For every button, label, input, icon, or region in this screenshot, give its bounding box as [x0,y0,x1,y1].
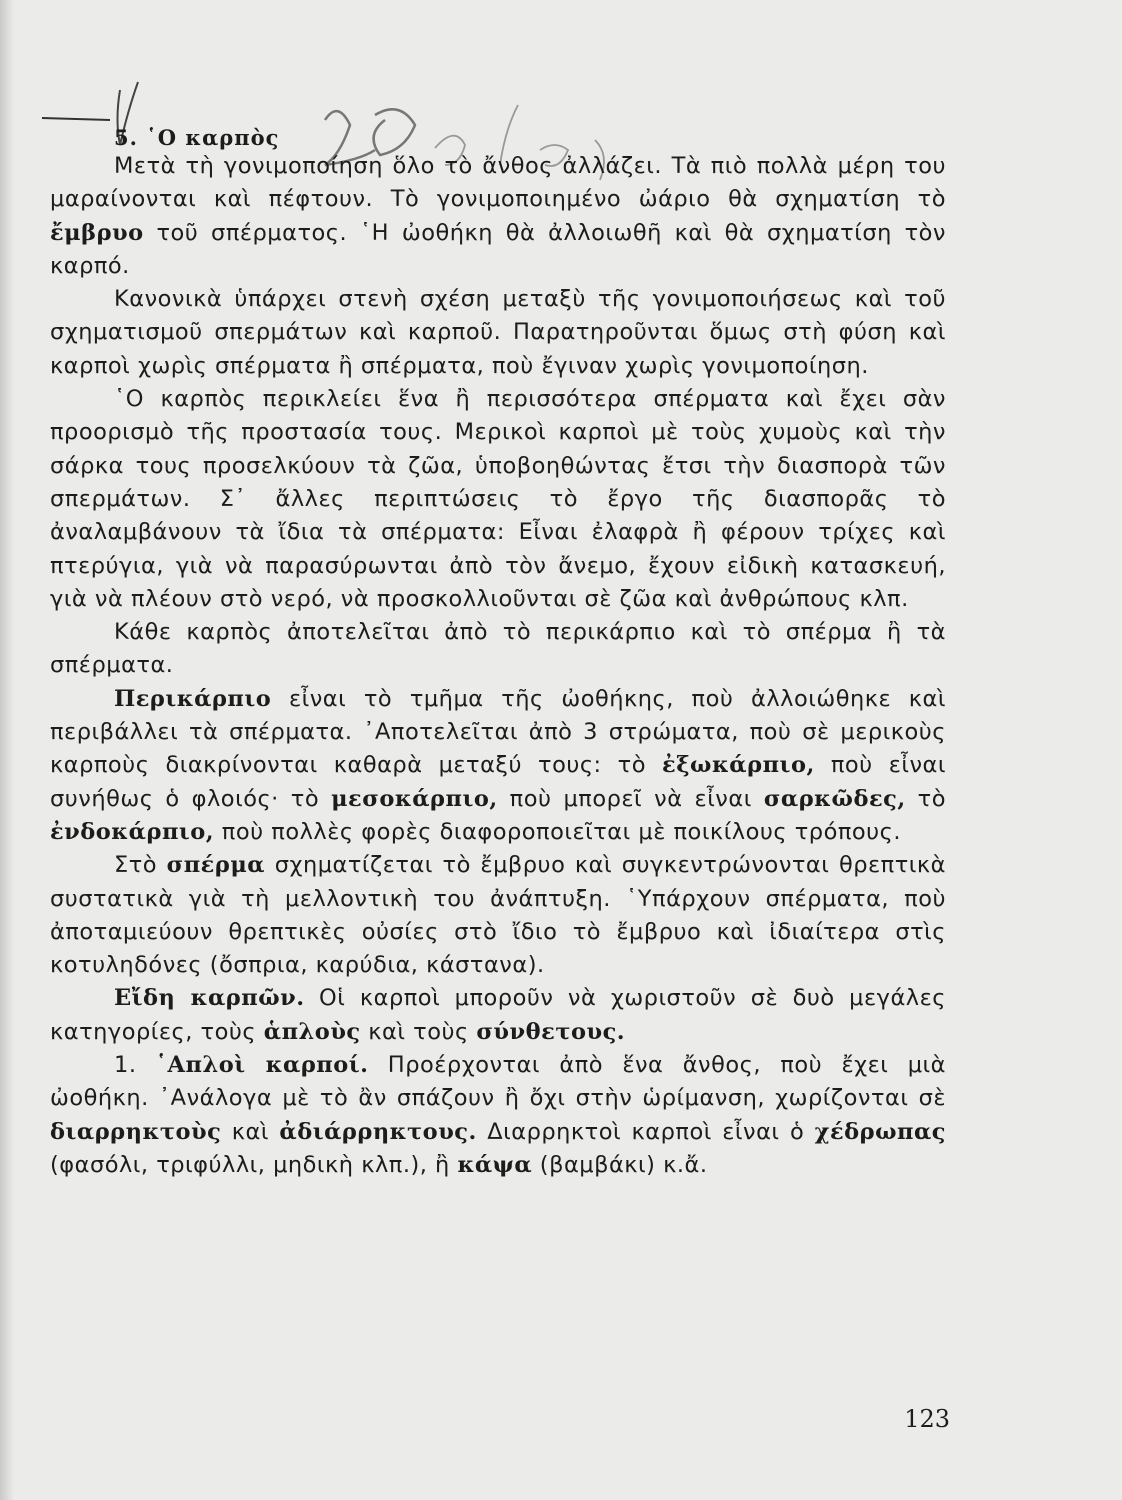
text-run: Κανονικὰ ὑπάρχει στενὴ σχέση μεταξὺ τῆς γονιμοποιήσεως καὶ τοῦ σχηματισμοῦ σπερμάτων καὶ καρποῦ. Παρατηροῦνται ὅμως στὴ φύση καὶ καρποὶ χωρὶς σπέρματα ἢ σπέρματα, ποὺ ἔγιναν χωρὶς γονιμοποίηση. [50,286,946,379]
text-run: ποὺ εἶναι συνήθως ὁ φλοιός· τὸ [50,752,946,812]
text-run: Μετὰ τὴ γονιμοποίηση ὅλο τὸ ἄνθος ἀλλάζει. Τὰ πιὸ πολλὰ μέρη του μαραίνονται καὶ πέφτουν. Τὸ γονιμοποιημένο ὠάριο θὰ σχηματίση τὸ [50,153,946,213]
bold-term: σαρκῶδες, [763,785,906,812]
paragraph-1 [50,150,946,283]
paragraph-8 [50,1049,946,1182]
bold-term: κάψα [457,1151,533,1178]
bold-term: ἐξωκάρπιο, [662,752,815,779]
text-run: (φασόλι, τριφύλλι, μηδικὴ κλπ.), ἢ [50,1151,458,1178]
text-run: (βαμβάκι) κ.ἄ. [532,1151,708,1178]
paragraph-7 [50,982,946,1049]
bold-term: Περικάρπιο [114,685,272,712]
text-run: Στὸ [114,852,167,879]
text-run: καὶ τοὺς [360,1018,477,1045]
text-run: Προέρχονται ἀπὸ ἕνα ἄνθος, ποὺ ἔχει μιὰ ὠοθήκη. ᾽Ανάλογα μὲ τὸ ἂν σπάζουν ἢ ὄχι στὴν ὡρίμανση, χωρίζονται σὲ [50,1052,946,1112]
text-run: εἶναι τὸ τμῆμα τῆς ὠοθήκης, ποὺ ἀλλοιώθηκε καὶ περιβάλλει τὰ σπέρματα. ᾽Αποτελεῖται ἀπὸ 3 στρώματα, ποὺ σὲ μερικοὺς καρποὺς διακρίνονται καθαρὰ μεταξύ τους: τὸ [50,685,946,779]
text-run: ποὺ μπορεῖ νὰ εἶναι [497,785,764,812]
bold-term: χέδρωπας [814,1118,946,1145]
bold-term: ἀδιάρρηκτους. [279,1118,477,1145]
bold-term: σπέρμα [166,852,266,879]
section-heading [50,118,946,150]
text-run: Διαρρηκτοὶ καρποὶ εἶναι ὁ [476,1118,815,1145]
section-number: 5. [114,125,138,150]
text-run: ῾Ο καρπὸς περικλείει ἕνα ἢ περισσότερα σπέρματα καὶ ἔχει σὰν προορισμὸ τῆς προστασία τους. Μερικοὶ καρποὶ μὲ τοὺς χυμοὺς καὶ τὴν σάρκα τους προσελκύουν τὰ ζῶα, ὑποβοηθώντας ἔτσι τὴν διασπορὰ τῶν σπερμάτων. Σ᾽ ἄλλες περιπτώσεις τὸ ἔργο τῆς διασπορᾶς τὸ ἀναλαμβάνουν τὰ ἴδια τὰ σπέρματα: Εἶναι ἐλαφρὰ ἢ φέρουν τρίχες καὶ πτερύγια, γιὰ νὰ παρασύρωνται ἀπὸ τὸν ἄνεμο, ἔχουν εἰδικὴ κατασκευή, γιὰ νὰ πλέουν στὸ νερό, νὰ προσκολλιοῦνται σὲ ζῶα καὶ ἀνθρώπους κλπ. [50,386,946,612]
paragraph-4 [50,616,946,683]
paragraph-5 [50,683,946,849]
text-run: τὸ [905,785,946,812]
paragraph-3 [50,383,946,616]
text-run: Οἱ καρποὶ μποροῦν νὰ χωριστοῦν σὲ δυὸ μεγάλες κατηγορίες, τοὺς [50,985,946,1045]
text-run: καὶ [221,1118,280,1145]
body-text [50,118,946,1182]
bold-term: διαρρηκτοὺς [50,1118,222,1145]
bold-term: Εἴδη καρπῶν. [114,985,305,1012]
bold-term: ῾Απλοὶ καρποί. [155,1052,369,1079]
text-run: Κάθε καρπὸς ἀποτελεῖται ἀπὸ τὸ περικάρπιο καὶ τὸ σπέρμα ἢ τὰ σπέρματα. [50,619,946,679]
text-run: τοῦ σπέρματος. ῾Η ὠοθήκη θὰ ἀλλοιωθῆ καὶ θὰ σχηματίση τὸν καρπό. [50,219,946,279]
bold-term: μεσοκάρπιο, [331,785,498,812]
bold-term: ἔμβρυο [50,219,144,246]
bold-term: ἁπλοὺς [263,1018,361,1045]
paragraph-2 [50,283,946,383]
text-run: 1. [114,1052,156,1079]
text-run: σχηματίζεται τὸ ἔμβρυο καὶ συγκεντρώνονται θρεπτικὰ συστατικὰ γιὰ τὴ μελλοντικὴ του ἀνάπτυξη. ῾Υπάρχουν σπέρματα, ποὺ ἀποταμιεύουν θρεπτικὲς οὐσίες στὸ ἴδιο τὸ ἔμβρυο καὶ ἰδιαίτερα στὶς κοτυληδόνες (ὄσπρια, καρύδια, κάστανα). [50,852,946,979]
section-title: ῾Ο καρπὸς [146,125,280,150]
text-run: ποὺ πολλὲς φορὲς διαφοροποιεῖται μὲ ποικίλους τρόπους. [214,818,902,845]
page-number: 123 [904,1405,950,1433]
bold-term: ἐνδοκάρπιο, [50,818,215,845]
paragraph-6 [50,849,946,982]
bold-term: σύνθετους. [476,1018,626,1045]
